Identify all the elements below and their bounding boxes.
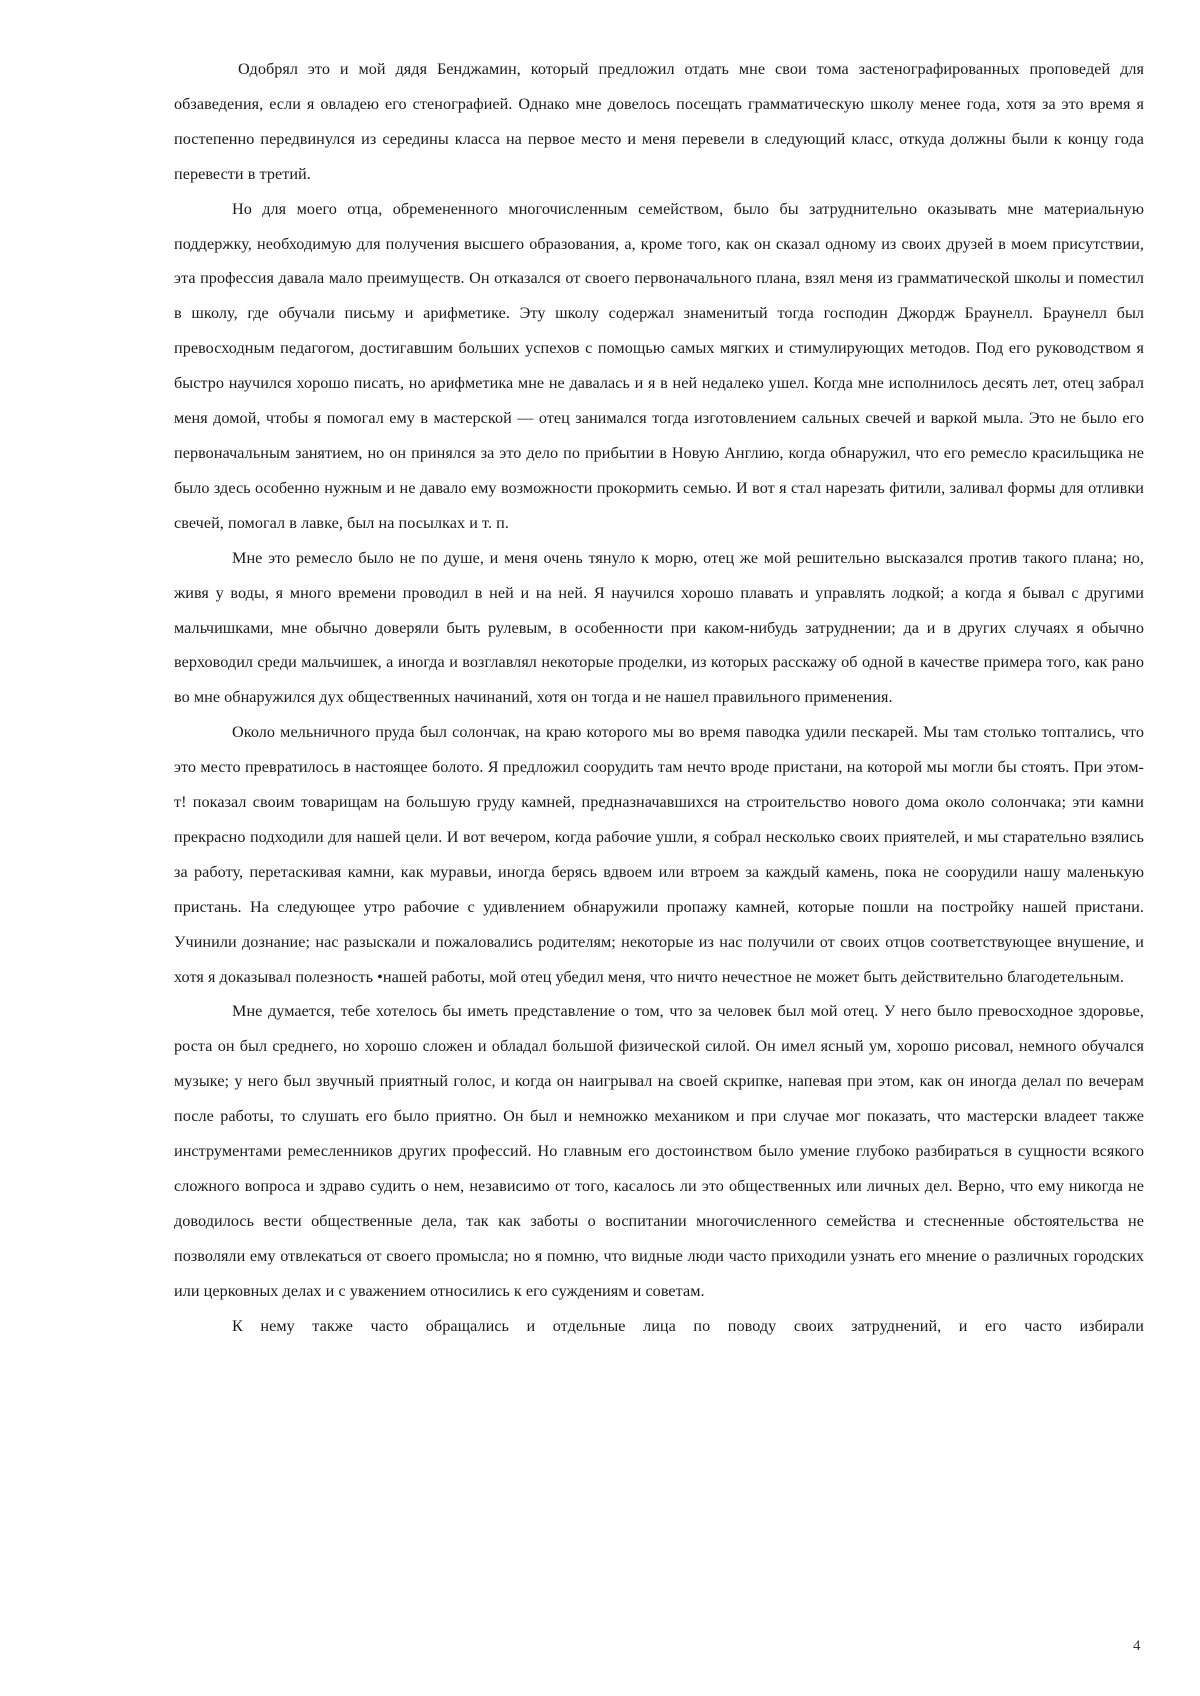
paragraph: Мне это ремесло было не по душе, и меня очень тянуло к морю, отец же мой решительно высказался против такого плана; но, живя у воды, я много времени проводил в ней и на ней. Я научился хорошо плавать и управлять лодкой; а когда я бывал с другими мальчишками, мне обычно доверяли быть рулевым, в особенности при каком-нибудь затруднении; да и в других случаях я обычно верховодил среди мальчишек, а иногда и возглавлял некоторые проделки, из которых расскажу об одной в качестве примера того, как рано во мне обнаружился дух общественных начинаний, хотя он тогда и не нашел правильного применения. bbox=[174, 548, 1144, 707]
paragraph: Одобрял это и мой дядя Бенджамин, который предложил отдать мне свои тома застенографированных проповедей для обзаведения, если я овладею его стенографией. Однако мне довелось посещать грамматическую школу менее года, хотя за это время я постепенно передвинулся из середины класса на первое место и меня перевели в следующий класс, откуда должны были к концу года перевести в третий. bbox=[174, 60, 1144, 183]
paragraph: Но для моего отца, обремененного многочисленным семейством, было бы затруднительно оказывать мне материальную поддержку, необходимую для получения высшего образования, а, кроме того, как он сказал одному из своих друзей в моем присутствии, эта профессия давала мало преимуществ. Он отказался от своего первоначального плана, взял меня из грамматической школы и поместил в школу, где обучали письму и арифметике. Эту школу содержал знаменитый тогда господин Джордж Браунелл. Браунелл был превосходным педагогом, достигавшим больших успехов с помощью самых мягких и стимулирующих методов. Под его руководством я быстро научился хорошо писать, но арифметика мне не давалась и я в ней недалеко ушел. Когда мне исполнилось десять лет, отец забрал меня домой, чтобы я помогал ему в мастерской — отец занимался тогда изготовлением сальных свечей и варкой мыла. Это не было его первоначальным занятием, но он принялся за это дело по прибытии в Новую Англию, когда обнаружил, что его ремесло красильщика не было здесь особенно нужным и не давало ему возможности прокормить семью. И вот я стал нарезать фитили, заливал формы для отливки свечей, помогал в лавке, был на посылках и т. п. bbox=[174, 199, 1144, 532]
document-body bbox=[174, 52, 1144, 1344]
paragraph: К нему также часто обращались и отдельные лица по поводу своих затруднений, и его часто избирали bbox=[232, 1316, 1144, 1335]
page-number: 4 bbox=[1133, 1638, 1141, 1654]
paragraph: Мне думается, тебе хотелось бы иметь представление о том, что за человек был мой отец. У него было превосходное здоровье, роста он был среднего, но хорошо сложен и обладал большой физической силой. Он имел ясный ум, хорошо рисовал, немного обучался музыке; у него был звучный приятный голос, и когда он наигрывал на своей скрипке, напевая при этом, как он иногда делал по вечерам после работы, то слушать его было приятно. Он был и немножко механиком и при случае мог показать, что мастерски владеет также инструментами ремесленников других профессий. Но главным его достоинством было умение глубоко разбираться в сущности всякого сложного вопроса и здраво судить о нем, независимо от того, касалось ли это общественных или личных дел. Верно, что ему никогда не доводилось вести общественные дела, так как заботы о воспитании многочисленного семейства и стесненные обстоятельства не позволяли ему отвлекаться от своего промысла; но я помню, что видные люди часто приходили узнать его мнение о различных городских или церковных делах и с уважением относились к его суждениям и советам. bbox=[174, 1002, 1144, 1300]
paragraph: Около мельничного пруда был солончак, на краю которого мы во время паводка удили пескарей. Мы там столько топтались, что это место превратилось в настоящее болото. Я предложил соорудить там нечто вроде пристани, на которой мы могли бы стоять. При этом-т! показал своим товарищам на большую груду камней, предназначавшихся на строительство нового дома около солончака; эти камни прекрасно подходили для нашей цели. И вот вечером, когда рабочие ушли, я собрал несколько своих приятелей, и мы старательно взялись за работу, перетаскивая камни, как муравьи, иногда берясь вдвоем или втроем за каждый камень, пока не соорудили нашу маленькую пристань. На следующее утро рабочие с удивлением обнаружили пропажу камней, которые пошли на постройку нашей пристани. Учинили дознание; нас разыскали и пожаловались родителям; некоторые из нас получили от своих отцов соответствующее внушение, и хотя я доказывал полезность •нашей работы, мой отец убедил меня, что ничто нечестное не может быть действительно благодетельным. bbox=[174, 723, 1144, 986]
